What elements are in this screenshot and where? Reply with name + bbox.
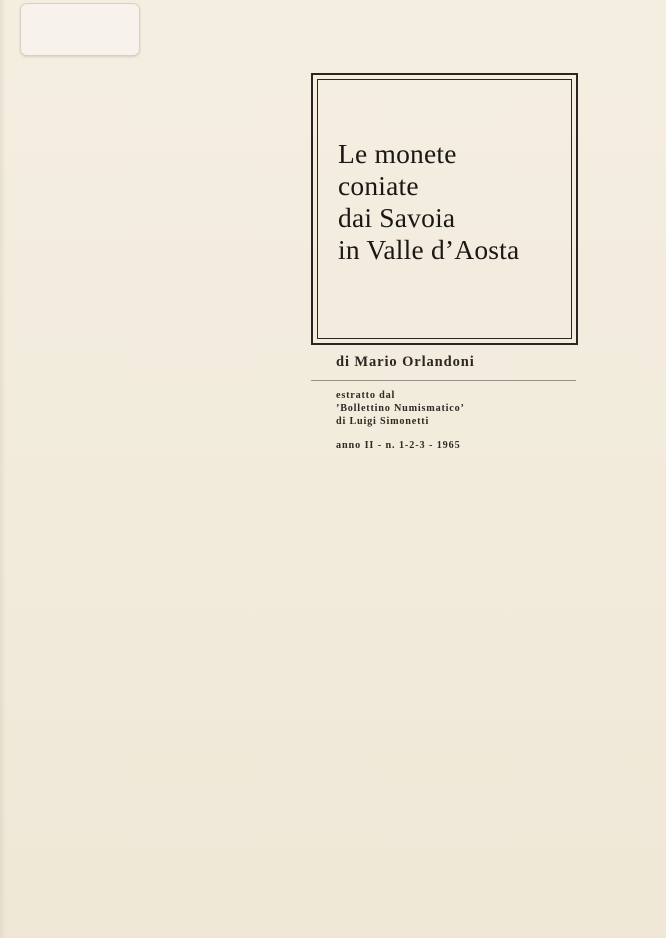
extract-notice (336, 389, 465, 428)
title-line: in Valle d’Aosta (338, 234, 520, 265)
extract-line: di Luigi Simonetti (336, 416, 430, 427)
title-line: Le monete (338, 138, 457, 169)
page-edge-shadow (0, 0, 6, 938)
extract-line: ’Bollettino Numismatico’ (336, 403, 465, 414)
paper-label-sticker (20, 3, 140, 56)
document-title (338, 138, 519, 266)
title-frame (311, 73, 578, 345)
horizontal-divider (311, 380, 576, 381)
title-line: coniate (338, 170, 419, 201)
title-line: dai Savoia (338, 202, 456, 233)
author-line: di Mario Orlandoni (336, 354, 475, 370)
issue-info: anno II - n. 1-2-3 - 1965 (336, 440, 461, 451)
extract-line: estratto dal (336, 390, 396, 401)
